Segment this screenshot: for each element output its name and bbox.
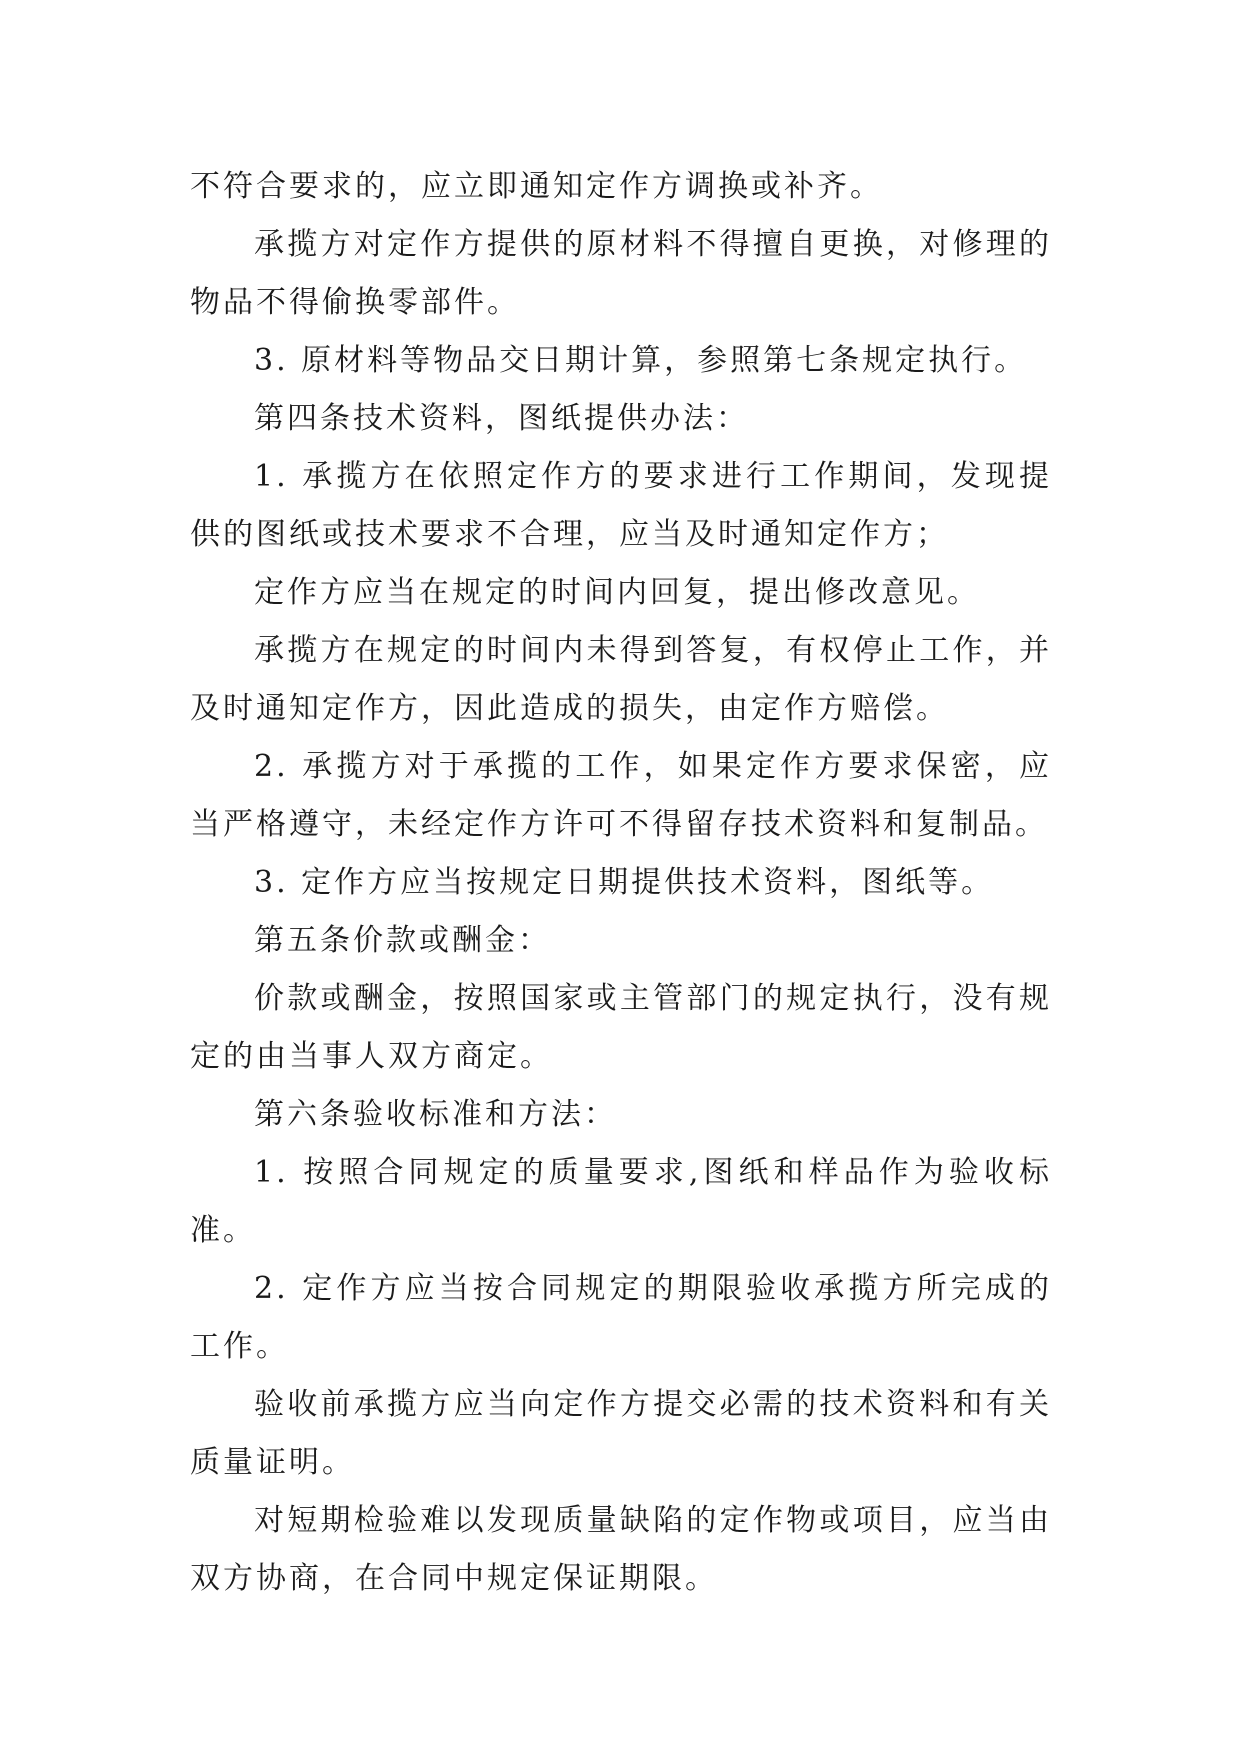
paragraph: 承揽方对定作方提供的原材料不得擅自更换，对修理的物品不得偷换零部件。	[190, 227, 1052, 320]
paragraph: 对短期检验难以发现质量缺陷的定作物或项目，应当由双方协商，在合同中规定保证期限。	[190, 1503, 1052, 1596]
paragraph: 3. 定作方应当按规定日期提供技术资料，图纸等。	[254, 865, 995, 900]
section-heading-article-6: 第六条验收标准和方法：	[254, 1097, 617, 1132]
paragraph: 1. 承揽方在依照定作方的要求进行工作期间，发现提供的图纸或技术要求不合理，应当及时通知定作方；	[190, 459, 1052, 552]
paragraph: 1. 按照合同规定的质量要求,图纸和样品作为验收标准。	[190, 1155, 1052, 1248]
paragraph: 价款或酬金，按照国家或主管部门的规定执行，没有规定的由当事人双方商定。	[190, 981, 1052, 1074]
document-body	[190, 158, 1052, 1608]
paragraph: 验收前承揽方应当向定作方提交必需的技术资料和有关质量证明。	[190, 1387, 1052, 1480]
paragraph: 承揽方在规定的时间内未得到答复，有权停止工作，并及时通知定作方，因此造成的损失，由定作方赔偿。	[190, 633, 1052, 726]
paragraph: 定作方应当在规定的时间内回复，提出修改意见。	[254, 575, 980, 610]
paragraph: 2. 承揽方对于承揽的工作，如果定作方要求保密，应当严格遵守，未经定作方许可不得留存技术资料和复制品。	[190, 749, 1052, 842]
paragraph: 2. 定作方应当按合同规定的期限验收承揽方所完成的工作。	[190, 1271, 1052, 1364]
section-heading-article-5: 第五条价款或酬金：	[254, 923, 551, 958]
paragraph-continuation: 不符合要求的，应立即通知定作方调换或补齐。	[190, 169, 883, 204]
section-heading-article-4: 第四条技术资料，图纸提供办法：	[254, 401, 749, 436]
paragraph: 3. 原材料等物品交日期计算，参照第七条规定执行。	[254, 343, 1028, 378]
